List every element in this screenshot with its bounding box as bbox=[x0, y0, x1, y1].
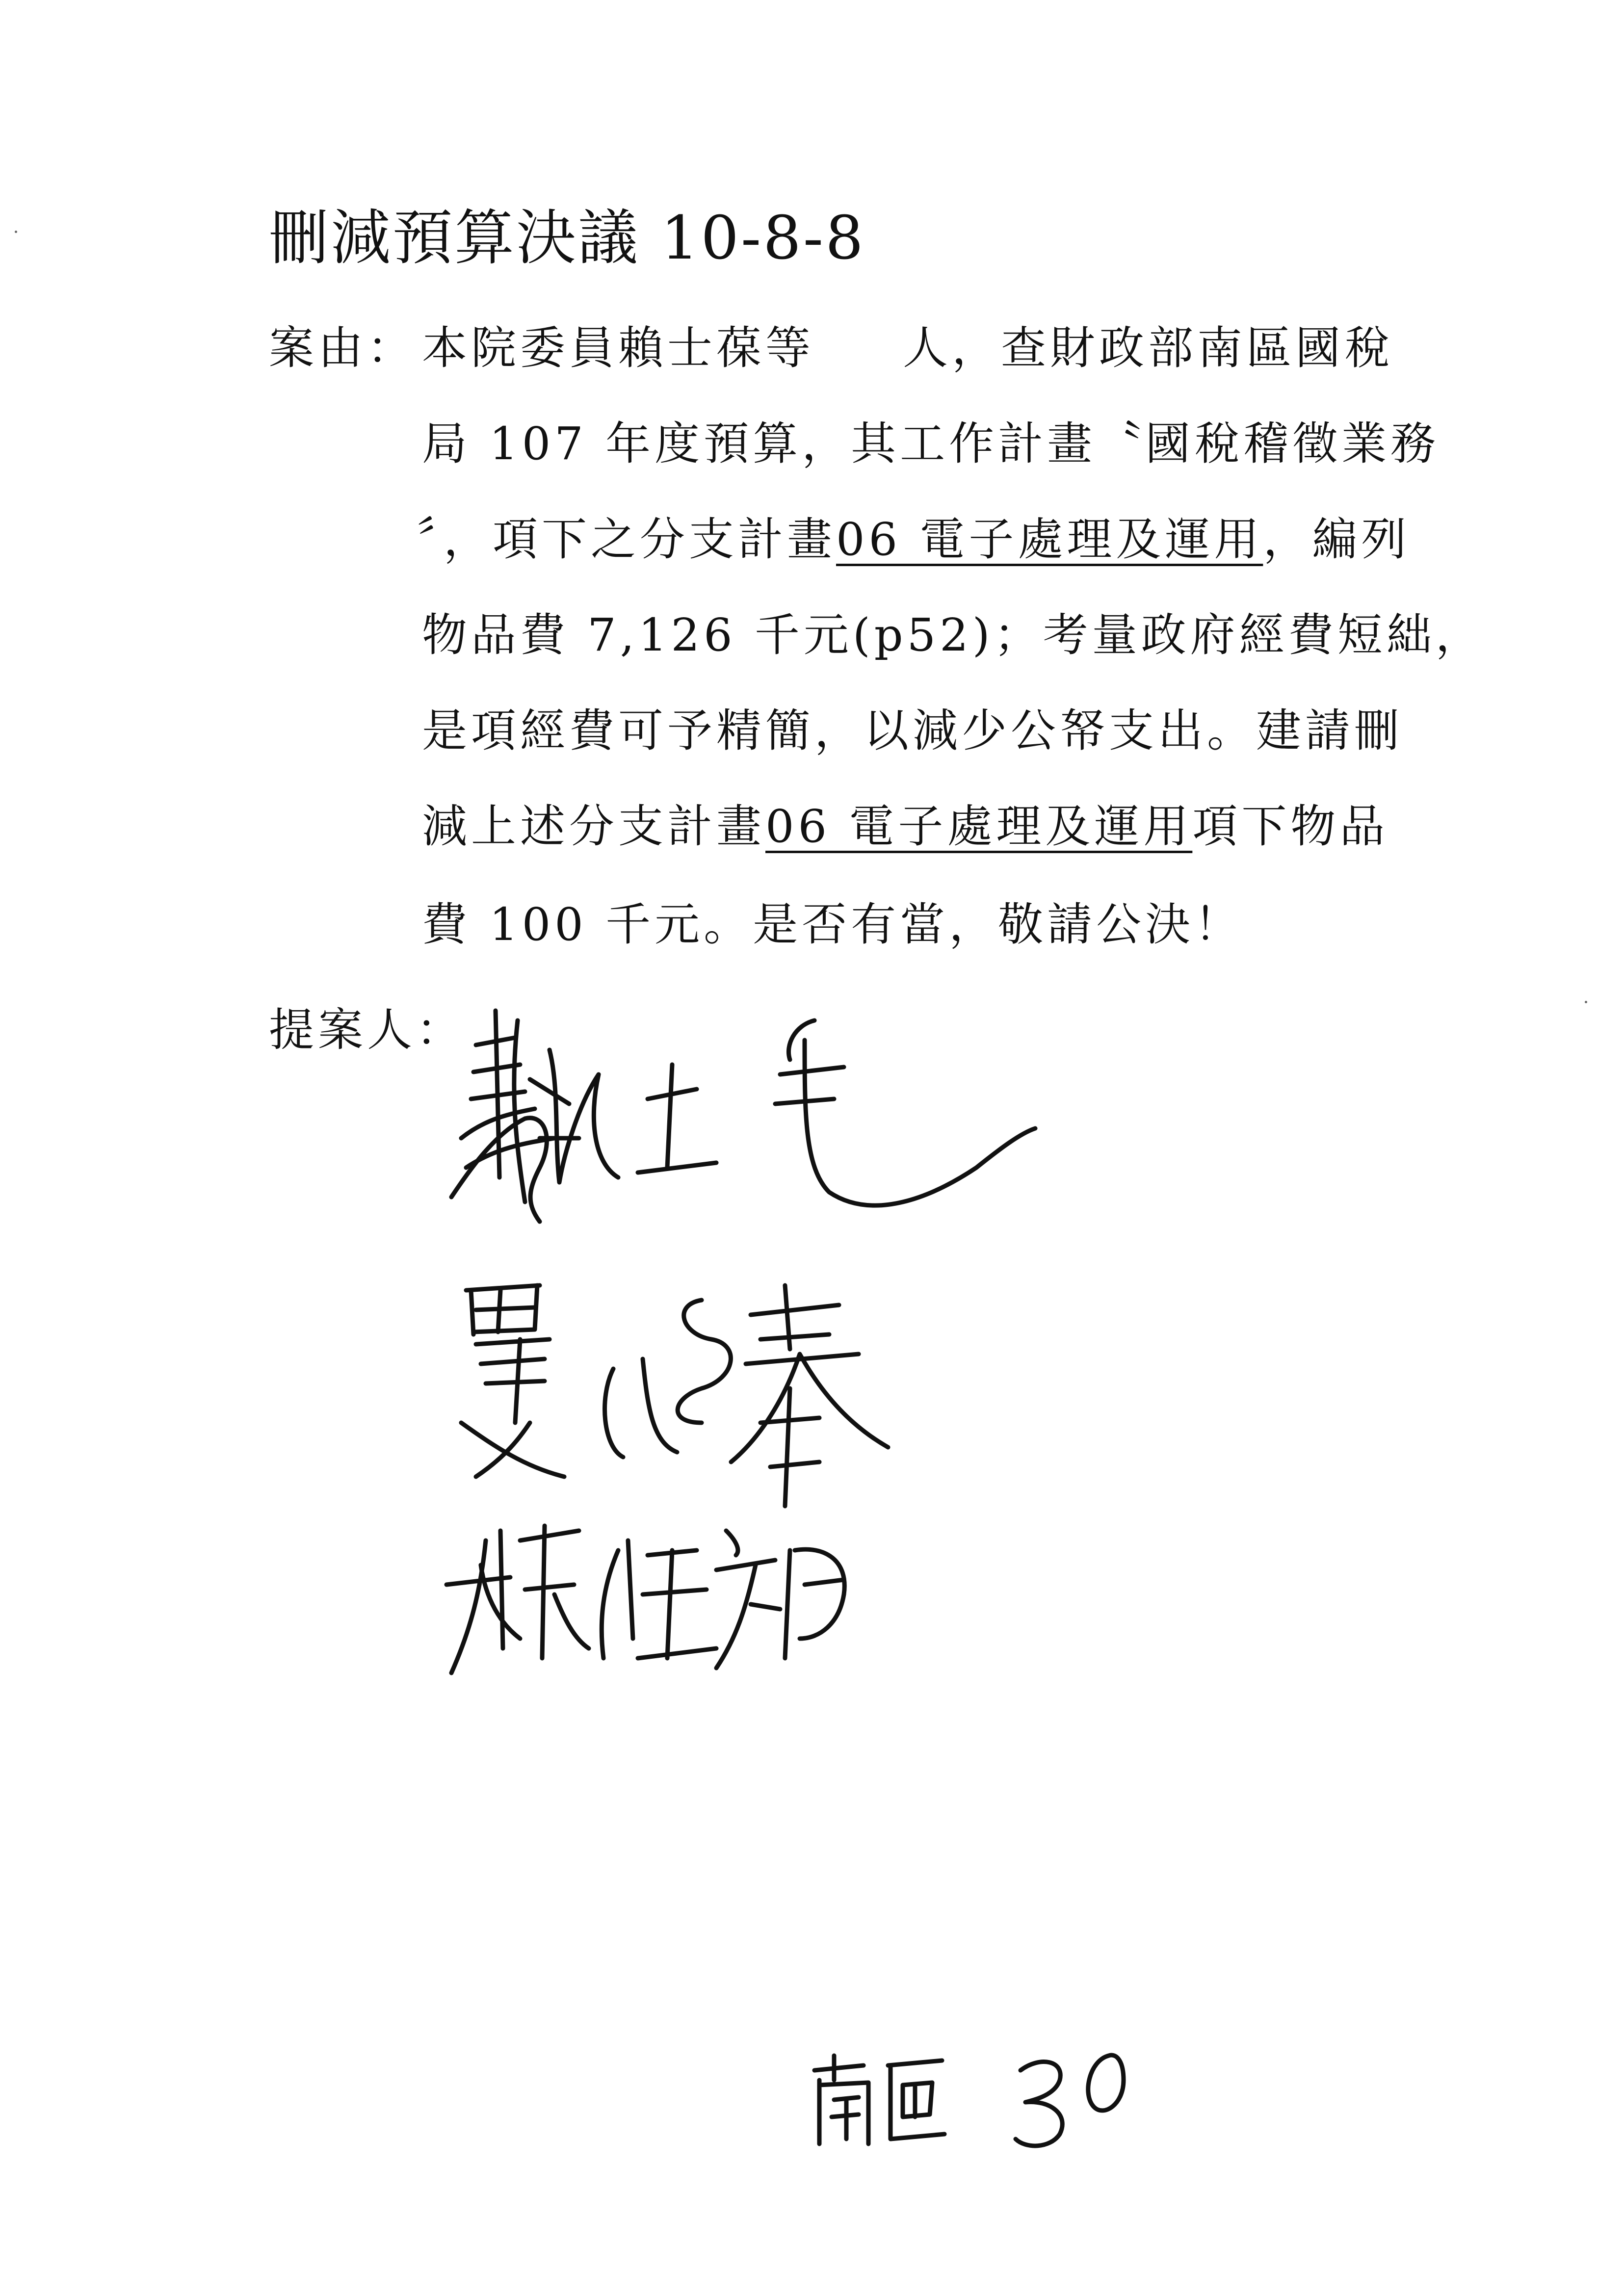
signature-3 bbox=[442, 1511, 932, 1688]
scan-speck bbox=[15, 231, 17, 233]
proposer-label: 提案人： bbox=[269, 1004, 466, 1056]
document-title: 刪減預算決議 10-8-8 bbox=[269, 203, 865, 273]
body-line-7: 費 100 千元。是否有當，敬請公決！ bbox=[422, 898, 1244, 951]
body-line-6 bbox=[422, 800, 1388, 854]
case-label: 案由： bbox=[269, 322, 417, 374]
scan-speck bbox=[1585, 1001, 1587, 1003]
subprogram-underlined-1: 06 電子處理及運用 bbox=[836, 513, 1263, 566]
body-line-1a: 本院委員賴士葆等 bbox=[422, 322, 815, 374]
body-line-4: 物品費 7,126 千元(p52)；考量政府經費短絀， bbox=[422, 609, 1485, 661]
body-line-6b: 項下物品 bbox=[1192, 800, 1389, 853]
body-line-5: 是項經費可予精簡，以減少公帑支出。建請刪 bbox=[422, 704, 1404, 757]
signature-2 bbox=[446, 1261, 986, 1516]
handwritten-note-southern-district-30 bbox=[805, 2036, 1148, 2164]
body-line-6a: 減上述分支計畫 bbox=[422, 800, 766, 853]
body-line-2: 局 107 年度預算，其工作計畫〝國稅稽徵業務 bbox=[422, 417, 1440, 470]
body-line-3b: ，編列 bbox=[1263, 513, 1411, 566]
signature-1 bbox=[442, 991, 1079, 1246]
subprogram-underlined-2: 06 電子處理及運用 bbox=[765, 800, 1193, 853]
body-line-3 bbox=[417, 513, 1410, 567]
body-line-3a: 〞，項下之分支計畫 bbox=[417, 513, 837, 566]
body-line-1b: 人，查財政部南區國稅 bbox=[903, 322, 1394, 374]
